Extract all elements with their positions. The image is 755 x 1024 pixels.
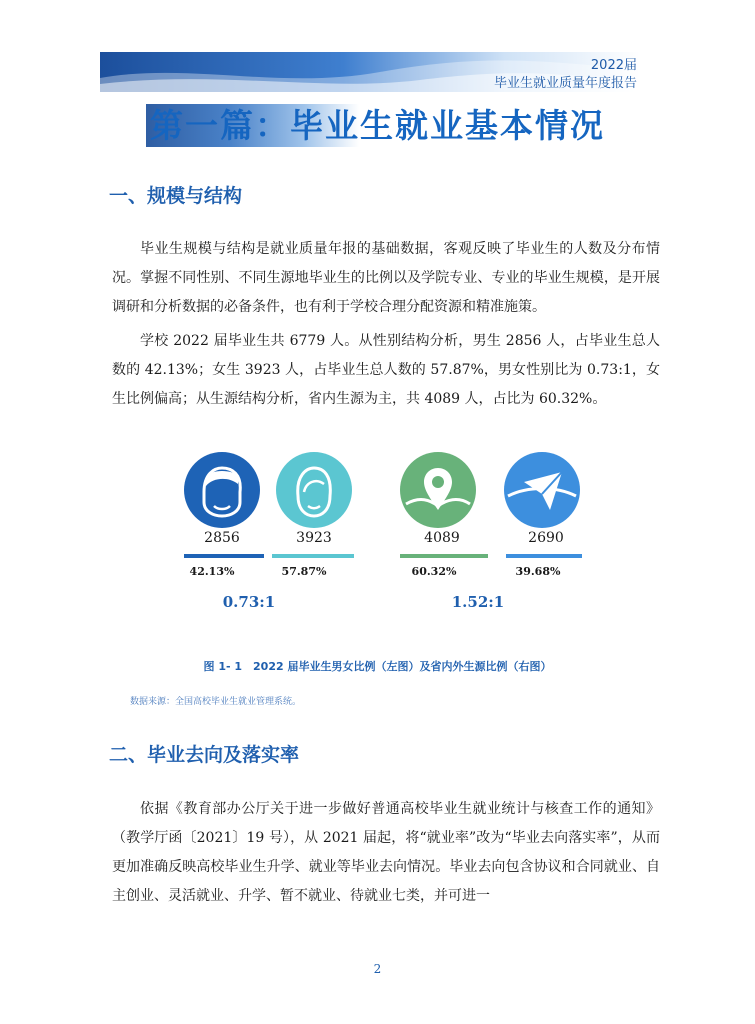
out-province-count: 2690	[528, 530, 564, 546]
section2-paragraph-1: 依据《教育部办公厅关于进一步做好普通高校毕业生就业统计与核查工作的通知》（教学厅函〔2021〕19 号），从 2021 届起，将“就业率”改为“毕业去向落实率”，从而更加准确反映高校毕业生升学、就业等毕业去向情况。毕业去向包含协议和合同就业、自主创业、灵活就业、升学、暂不就业、待就业七类，并可进一	[112, 801, 660, 904]
chapter-title-wrap	[0, 100, 755, 147]
header-year: 2022届	[590, 58, 637, 73]
section1-paragraph-1: 毕业生规模与结构是就业质量年报的基础数据，客观反映了毕业生的人数及分布情况。掌握不同性别、不同生源地毕业生的比例以及学院专业、专业的毕业生规模，是开展调研和分析数据的必备条件，也有利于学校合理分配资源和精准施策。	[112, 241, 660, 315]
female-count: 3923	[296, 530, 332, 546]
female-percent: 57.87%	[281, 565, 327, 578]
out-province-percent: 39.68%	[515, 565, 561, 578]
in-province-percent-bar	[400, 554, 488, 558]
male-count: 2856	[204, 530, 240, 546]
male-face-icon	[184, 452, 260, 528]
out-province-percent-bar	[506, 554, 582, 558]
female-percent-bar	[272, 554, 354, 558]
section2-heading: 二、毕业去向及落实率	[109, 744, 300, 766]
page-number: 2	[373, 962, 382, 976]
figure-caption: 图 1- 1 2022 届毕业生男女比例（左图）及省内外生源比例（右图）	[203, 660, 552, 673]
section1-heading: 一、规模与结构	[109, 185, 243, 207]
origin-ratio: 1.52:1	[451, 593, 505, 611]
gender-ratio: 0.73:1	[222, 593, 276, 611]
location-pin-icon	[400, 452, 476, 528]
paper-plane-icon	[504, 452, 580, 528]
chapter-title: 第一篇：毕业生就业基本情况	[146, 104, 609, 147]
female-face-icon	[276, 452, 352, 528]
header-report-title: 毕业生就业质量年度报告	[493, 76, 637, 91]
in-province-count: 4089	[424, 530, 460, 546]
male-percent: 42.13%	[189, 565, 235, 578]
data-source-note: 数据来源：全国高校毕业生就业管理系统。	[130, 697, 302, 707]
section1-paragraph-2: 学校 2022 届毕业生共 6779 人。从性别结构分析，男生 2856 人，占毕业生总人数的 42.13%；女生 3923 人，占毕业生总人数的 57.87%，男女性别比为 0.73:1，女生比例偏高；从生源结构分析，省内生源为主，共 4089 人，占比为 60.32%。	[112, 333, 660, 407]
male-percent-bar	[184, 554, 264, 558]
in-province-percent: 60.32%	[411, 565, 457, 578]
